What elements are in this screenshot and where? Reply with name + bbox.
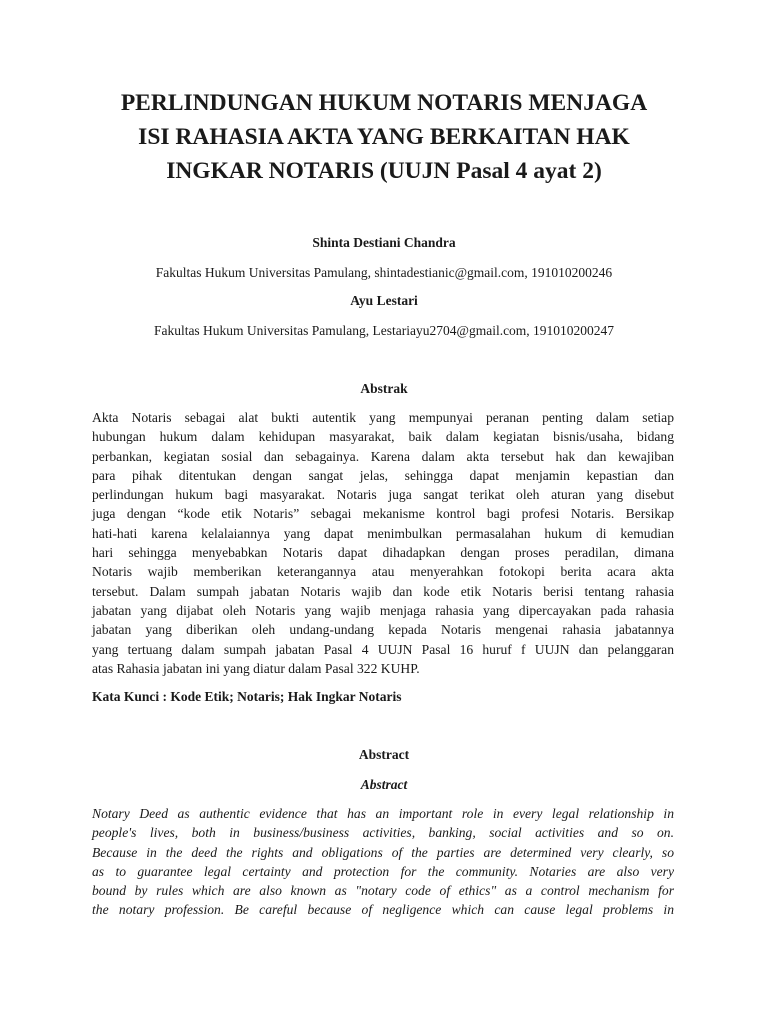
abstract-body [92,804,674,920]
abstrak-line: Notaris wajib memberikan keterangannya atau menyerahkan fotokopi berita acara akta [92,564,674,580]
abstrak-line: hati-hati karena kelalaiannya yang dapat menimbulkan permasalahan hukum di kemudian [92,525,674,541]
abstrak-line: yang tertuang dalam sumpah jabatan Pasal 4 UUJN Pasal 16 huruf f UUJN dan pelanggaran [92,641,674,657]
abstrak-heading: Abstrak [360,381,408,396]
abstract-line: Because in the deed the rights and obligations of the parties are determined very clearly, so [92,844,674,860]
author-affiliation: Fakultas Hukum Universitas Pamulang, Lestariayu2704@gmail.com, 191010200247 [153,323,615,338]
title-line: ISI RAHASIA AKTA YANG BERKAITAN HAK [138,124,630,150]
abstract-subheading: Abstract [360,777,408,792]
abstract-line: people's lives, both in business/business activities, banking, social activities and so on. [92,825,674,841]
author-name: Shinta Destiani Chandra [312,235,456,250]
abstrak-line: perbankan, kegiatan sosial dan sebagainya. Karena dalam akta tersebut hak dan kewajiban [92,448,674,464]
author-affiliation: Fakultas Hukum Universitas Pamulang, shintadestianic@gmail.com, 191010200246 [155,265,613,280]
abstrak-line: atas Rahasia jabatan ini yang diatur dalam Pasal 322 KUHP. [92,660,420,676]
abstract-line: the notary profession. Be careful because of negligence which can cause legal problems in [92,902,674,918]
author-name: Ayu Lestari [350,293,418,308]
abstrak-line: juga dengan “kode etik Notaris” sebagai mekanisme kontrol bagi profesi Notaris. Bersikap [92,506,674,522]
paper-title [60,86,708,188]
keywords: Kata Kunci : Kode Etik; Notaris; Hak Ingkar Notaris [92,689,402,704]
abstract-line: as to guarantee legal certainty and protection for the community. Notaries are also very [92,863,674,879]
abstrak-line: tersebut. Dalam sumpah jabatan Notaris wajib dan kode etik Notaris berisi tentang rahasia [92,583,674,599]
abstrak-line: jabatan yang diberikan oleh undang-undang kepada Notaris mengenai rahasia jabatannya [92,622,674,638]
title-line: INGKAR NOTARIS (UUJN Pasal 4 ayat 2) [166,158,602,184]
abstract-line: Notary Deed as authentic evidence that has an important role in every legal relationship in [92,806,674,821]
abstract-line: bound by rules which are also known as "notary code of ethics" as a control mechanism for [92,883,674,899]
abstrak-line: Akta Notaris sebagai alat bukti autentik yang mempunyai peranan penting dalam setiap [92,410,674,425]
abstrak-line: para pihak ditentukan dengan sangat jelas, sehingga dapat menjamin kepastian dan [92,467,674,483]
abstrak-line: jabatan yang dijabat oleh Notaris yang wajib menjaga rahasia yang dipercayakan pada rahasia [92,602,674,618]
abstract-heading: Abstract [358,747,410,762]
abstrak-line: perlindungan hukum bagi masyarakat. Notaris juga sangat terikat oleh aturan yang disebut [92,487,674,503]
abstrak-line: hari sehingga menyebabkan Notaris dapat dihadapkan dengan proses peradilan, dimana [92,545,674,561]
title-line: PERLINDUNGAN HUKUM NOTARIS MENJAGA [120,90,648,116]
abstrak-body [92,408,674,678]
abstrak-line: hubungan hukum dalam kehidupan masyarakat, baik dalam kegiatan bisnis/usaha, bidang [92,429,674,445]
